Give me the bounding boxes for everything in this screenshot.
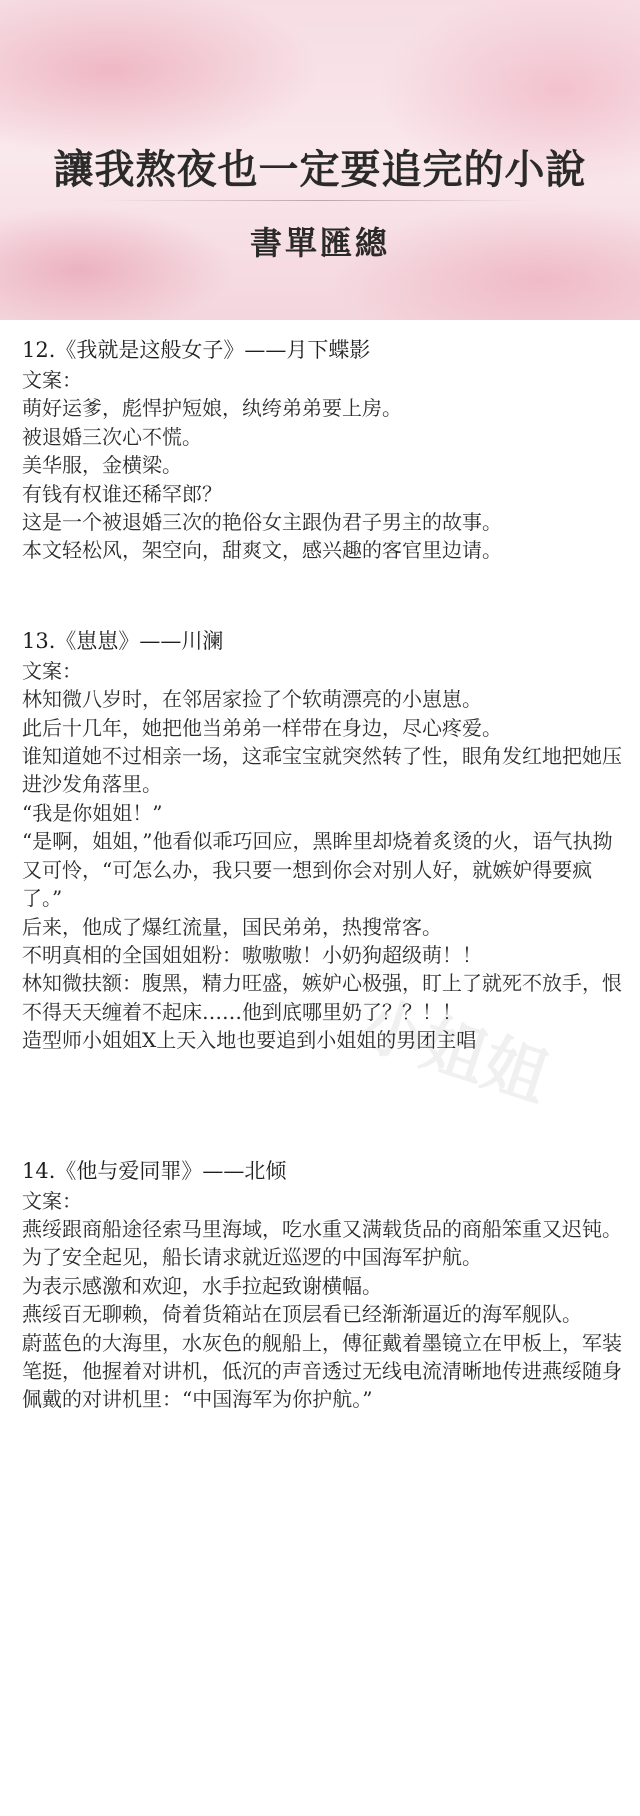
synopsis-line: 为表示感激和欢迎，水手拉起致谢横幅。 xyxy=(22,1273,382,1298)
synopsis-line: 林知微八岁时，在邻居家捡了个软萌漂亮的小崽崽。 xyxy=(22,687,482,712)
synopsis-line: 本文轻松风，架空向，甜爽文，感兴趣的客官里边请。 xyxy=(22,538,502,563)
synopsis-line: 此后十几年，她把他当弟弟一样带在身边，尽心疼爱。 xyxy=(22,715,502,740)
synopsis-line: 燕绥跟商船途径索马里海域，吃水重又满载货品的商船笨重又迟钝。为了安全起见，船长请求就近巡逻的中国海军护航。 xyxy=(22,1216,622,1270)
book-entry-14 xyxy=(22,1155,622,1414)
synopsis-label: 文案： xyxy=(22,368,82,392)
synopsis-line: 谁知道她不过相亲一场，这乖宝宝就突然转了性，眼角发红地把她压进沙发角落里。 xyxy=(22,744,622,797)
synopsis-line: 有钱有权谁还稀罕郎？ xyxy=(22,481,222,506)
page-title: 讓我熬夜也一定要追完的小說 xyxy=(53,146,587,193)
synopsis-line: 这是一个被退婚三次的艳俗女主跟伪君子男主的故事。 xyxy=(22,510,502,535)
spacer xyxy=(22,565,622,625)
synopsis-line: 萌好运爹，彪悍护短娘，纨绔弟弟要上房。 xyxy=(22,396,402,421)
spacer xyxy=(22,1055,622,1155)
synopsis-line: 美华服，金横梁。 xyxy=(22,453,182,478)
synopsis-line: 燕绥百无聊赖，倚着货箱站在顶层看已经渐渐逼近的海军舰队。 xyxy=(22,1302,582,1327)
synopsis-line: 林知微扶额：腹黑，精力旺盛，嫉妒心极强，盯上了就死不放手，恨不得天天缠着不起床……他到底哪里奶了？？！！ xyxy=(22,971,622,1024)
page-subtitle: 書單匯總 xyxy=(249,224,390,262)
synopsis-label: 文案： xyxy=(22,658,82,683)
book-entry-13 xyxy=(22,625,622,1055)
book-entry-12 xyxy=(22,334,622,565)
book-title: 13.《崽崽》——川澜 xyxy=(22,628,224,653)
header-banner xyxy=(0,0,640,320)
synopsis-line: 后来，他成了爆红流量，国民弟弟，热搜常客。 xyxy=(22,914,442,939)
book-title: 12.《我就是这般女子》——月下蝶影 xyxy=(22,338,371,362)
synopsis-line: 不明真相的全国姐姐粉：嗷嗷嗷！小奶狗超级萌！！ xyxy=(22,942,482,967)
synopsis-line: 造型师小姐姐X上天入地也要追到小姐姐的男团主唱 xyxy=(22,1028,477,1053)
watermark: 小姐姐 xyxy=(351,985,558,1117)
book-title: 14.《他与爱同罪》——北倾 xyxy=(22,1158,287,1183)
synopsis-line: 被退婚三次心不慌。 xyxy=(22,424,202,449)
book-list xyxy=(22,334,622,1414)
title-divider xyxy=(100,200,540,201)
synopsis-line: “是啊，姐姐，”他看似乖巧回应，黑眸里却烧着炙烫的火，语气执拗又可怜，“可怎么办，我只要一想到你会对别人好，就嫉妒得要疯了。” xyxy=(22,829,613,911)
synopsis-line: 蔚蓝色的大海里，水灰色的舰船上，傅征戴着墨镜立在甲板上，军装笔挺，他握着对讲机，低沉的声音透过无线电流清晰地传进燕绥随身佩戴的对讲机里：“中国海军为你护航。” xyxy=(22,1330,622,1412)
synopsis-line: “我是你姐姐！” xyxy=(22,800,163,825)
synopsis-label: 文案： xyxy=(22,1188,82,1213)
